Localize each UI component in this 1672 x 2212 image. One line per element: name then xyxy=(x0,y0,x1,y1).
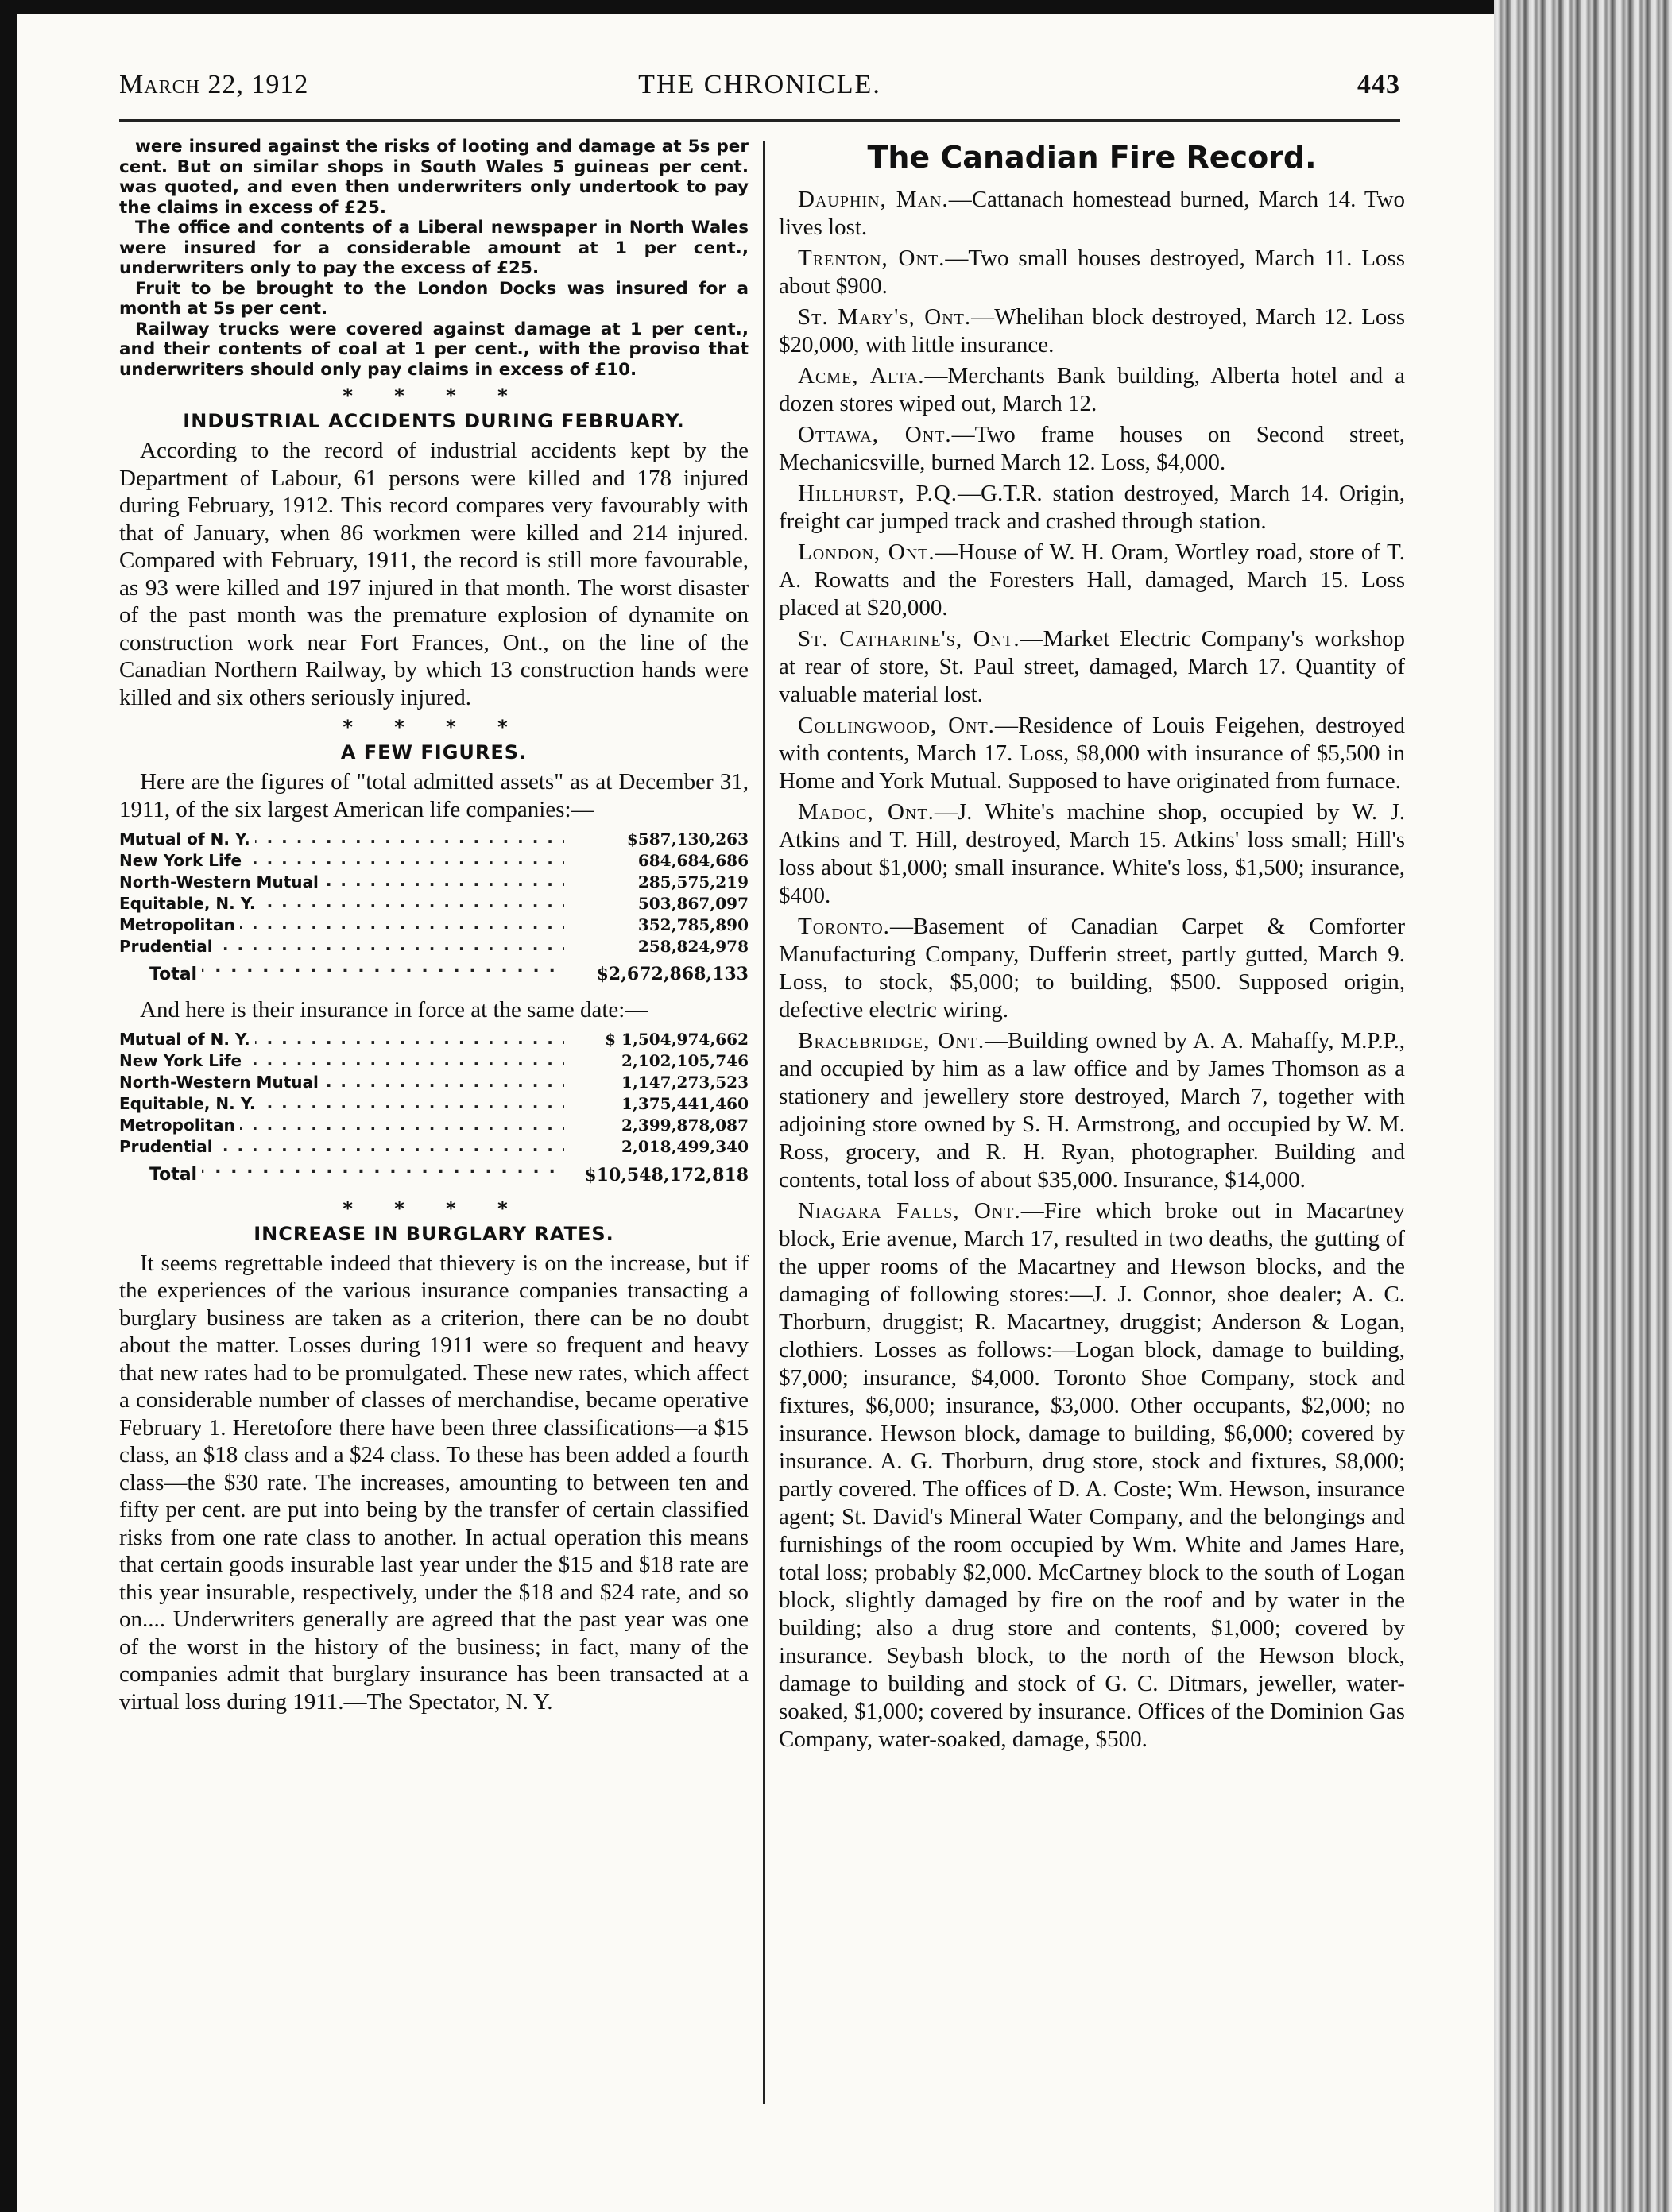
burglary-heading: INCREASE IN BURGLARY RATES. xyxy=(254,1222,614,1245)
company-name: New York Life xyxy=(119,1051,246,1070)
fire-place: St. Mary's, Ont. xyxy=(798,304,972,330)
fire-text: —House of W. H. Oram, Wortley road, store of T. A. Rowatts and the Foresters Hall, damaged, March 15. Loss placed at $20,000. xyxy=(779,539,1405,621)
column-divider xyxy=(763,141,765,2104)
company-name: Metropolitan xyxy=(119,1116,240,1135)
company-value: 258,824,978 xyxy=(637,936,749,956)
fire-entry xyxy=(779,539,1405,622)
table-row xyxy=(119,828,749,849)
total-row xyxy=(119,957,749,992)
section-separator: * * * * xyxy=(343,716,525,738)
section-separator: * * * * xyxy=(343,1197,525,1220)
fire-place: Niagara Falls, Ont. xyxy=(798,1198,1021,1224)
header-date: March 22, 1912 xyxy=(119,70,309,99)
company-value: 503,867,097 xyxy=(637,893,749,913)
company-name: New York Life xyxy=(119,851,246,870)
company-value: 2,018,499,340 xyxy=(621,1137,749,1156)
company-name: Mutual of N. Y. xyxy=(119,830,255,849)
table-row xyxy=(119,914,749,935)
total-row xyxy=(119,1158,749,1193)
right-column xyxy=(779,137,1405,1757)
fire-entry xyxy=(779,625,1405,709)
fire-place: Dauphin, Man. xyxy=(798,187,949,212)
fire-entry xyxy=(779,913,1405,1024)
total-label: Total xyxy=(119,1165,202,1185)
fire-place: Bracebridge, Ont. xyxy=(798,1028,985,1054)
company-name: Prudential xyxy=(119,1137,218,1156)
fire-place: St. Catharine's, Ont. xyxy=(798,626,1020,652)
total-value: $10,548,172,818 xyxy=(584,1164,749,1185)
table-row xyxy=(119,849,749,871)
burglary-text: It seems regrettable indeed that thievery is on the increase, but if the experiences of the various insurance companies transacting a burglary business are taken as a criterion, there can be no doubt about the matter. Losses during 1911 were so frequent and heavy that new rates had to be promulgated. These new rates, which affect a considerable number of classes of merchandise, became operative February 1. Heretofore there have been three classifications—a $15 class, an $18 class and a $24 class. To these has been added a fourth class—the $30 rate. The increases, amounting to between ten and fifty per cent. are put into being by the transfer of certain classified risks from one rate class to another. In actual operation this means that certain goods insurable last year under the $15 and $18 rate are this year insurable, respectively, under the $18 and $24 rate, and so on.... Underwriters generally are agreed that the past year was one of the worst in the history of the business; in fact, many of the companies admit that burglary insurance has been transacted at a virtual loss during 1911.—The Spectator, N. Y. xyxy=(119,1250,749,1715)
lead-paragraph: Fruit to be brought to the London Docks was insured for a month at 5s per cent. xyxy=(119,278,749,319)
fire-entry xyxy=(779,712,1405,795)
lead-paragraph: were insured against the risks of looting and damage at 5s per cent. But on similar shops in South Wales 5 guineas per cent. was quoted, and even then underwriters only undertook to pay the claims in excess of £25. xyxy=(119,137,749,218)
fire-place: London, Ont. xyxy=(798,539,935,565)
insurance-table xyxy=(119,1029,749,1193)
fire-text: —Merchants Bank building, Alberta hotel and a dozen stores wiped out, March 12. xyxy=(779,363,1405,416)
fire-text: —Two frame houses on Second street, Mechanicsville, burned March 12. Loss, $4,000. xyxy=(779,422,1405,475)
company-name: Metropolitan xyxy=(119,915,240,934)
section-separator: * * * * xyxy=(343,385,525,407)
fire-entry xyxy=(779,799,1405,910)
company-value: $ 1,504,974,662 xyxy=(605,1030,749,1049)
fire-entry xyxy=(779,186,1405,242)
company-name: Equitable, N. Y. xyxy=(119,894,261,913)
assets-table xyxy=(119,828,749,992)
company-name: Equitable, N. Y. xyxy=(119,1094,261,1113)
lead-paragraph: The office and contents of a Liberal newspaper in North Wales were insured for a considerable amount at 1 per cent., underwriters only to pay the excess of £25. xyxy=(119,218,749,278)
lead-paragraph: Railway trucks were covered against damage at 1 per cent., and their contents of coal at 1 per cent., with the proviso that underwriters should only pay claims in excess of £10. xyxy=(119,319,749,380)
table-row xyxy=(119,1093,749,1115)
company-name: Prudential xyxy=(119,937,218,956)
accidents-heading: INDUSTRIAL ACCIDENTS DURING FEBRUARY. xyxy=(183,410,685,432)
header-title: THE CHRONICLE. xyxy=(638,70,881,99)
fire-text: —Residence of Louis Feigehen, destroyed with contents, March 17. Loss, $8,000 with insurance of $5,500 in Home and York Mutual. Supposed to have originated from furnace. xyxy=(779,713,1406,794)
company-name: Mutual of N. Y. xyxy=(119,1030,255,1049)
company-name: North-Western Mutual xyxy=(119,1073,323,1092)
fire-text: —Cattanach homestead burned, March 14. Two lives lost. xyxy=(779,187,1406,240)
company-value: $587,130,263 xyxy=(626,829,749,849)
company-value: 684,684,686 xyxy=(637,850,749,870)
fire-entry xyxy=(779,1197,1405,1754)
fire-text: —Two small houses destroyed, March 11. Loss about $900. xyxy=(779,246,1405,299)
fire-entry xyxy=(779,362,1405,418)
table-row xyxy=(119,935,749,957)
table-row xyxy=(119,1072,749,1093)
fire-text: —Market Electric Company's workshop at rear of store, St. Paul street, damaged, March 17. Quantity of valuable material lost. xyxy=(779,626,1405,707)
fire-place: Toronto. xyxy=(798,914,890,939)
page-number: 443 xyxy=(1357,70,1400,99)
fire-place: Collingwood, Ont. xyxy=(798,713,995,738)
fire-record-title: The Canadian Fire Record. xyxy=(867,140,1317,175)
book-binding-edge xyxy=(1494,0,1672,2212)
fire-text: —Whelihan block destroyed, March 12. Loss $20,000, with little insurance. xyxy=(779,304,1405,358)
company-value: 352,785,890 xyxy=(637,915,749,934)
fire-text: —Building owned by A. A. Mahaffy, M.P.P., and occupied by him as a law office and by James Thomson as a stationery and jewellery store destroyed, March 7, together with adjoining store owned by S. H. Armstrong, and occupied by W. M. Ross, grocery, and R. H. Ryan, photographer. Building and contents, total loss of about $35,000. Insurance, $14,000. xyxy=(779,1028,1405,1193)
fire-place: Acme, Alta. xyxy=(798,363,925,389)
company-value: 1,147,273,523 xyxy=(621,1073,749,1092)
accidents-text: According to the record of industrial accidents kept by the Department of Labour, 61 persons were killed and 178 injured during February, 1912. This record compares very favourably with that of January, when 86 workmen were killed and 214 injured. Compared with February, 1911, the record is still more favourable, as 93 were killed and 197 injured in that month. The worst disaster of the past month was the premature explosion of dynamite on construction work near Fort Frances, Ont., on the line of the Canadian Northern Railway, by which 13 construction hands were killed and six others seriously injured. xyxy=(119,438,749,710)
fire-entry xyxy=(779,304,1405,359)
fire-text: —G.T.R. station destroyed, March 14. Origin, freight car jumped track and crashed through station. xyxy=(779,481,1405,534)
header-rule xyxy=(119,119,1400,122)
left-column xyxy=(119,137,749,1715)
fire-entry xyxy=(779,480,1405,536)
table-row xyxy=(119,1115,749,1136)
table-row xyxy=(119,1050,749,1072)
page-header xyxy=(119,70,1400,113)
company-value: 2,102,105,746 xyxy=(621,1051,749,1070)
fire-entry xyxy=(779,1027,1405,1194)
fire-place: Hillhurst, P.Q. xyxy=(798,481,958,506)
table-row xyxy=(119,1136,749,1158)
table-row xyxy=(119,871,749,892)
company-value: 285,575,219 xyxy=(637,872,749,891)
fire-text: —Basement of Canadian Carpet & Comforter Manufacturing Company, Dufferin street, partly gutted, March 9. Loss, to stock, $5,000; to building, $500. Supposed origin, defective electric wiring. xyxy=(779,914,1405,1023)
company-name: North-Western Mutual xyxy=(119,872,323,891)
table-row xyxy=(119,1029,749,1050)
figures-intro-2: And here is their insurance in force at the same date:— xyxy=(140,997,648,1023)
total-value: $2,672,868,133 xyxy=(596,964,749,984)
fire-place: Ottawa, Ont. xyxy=(798,422,952,447)
fire-place: Madoc, Ont. xyxy=(798,799,935,825)
fire-place: Trenton, Ont. xyxy=(798,246,946,271)
fire-text: —Fire which broke out in Macartney block, Erie avenue, March 17, resulted in two deaths, the gutting of the upper rooms of the Macartney and Hewson blocks, and the damaging of following stores:—J. J. Connor, shoe dealer; A. C. Thorburn, druggist; R. Macartney, druggist; Anderson & Logan, clothiers. Losses as follows:—Logan block, damage to building, $7,000; insurance, $4,000. Toronto Shoe Company, stock and fixtures, $6,000; insurance, $3,000. Other occupants, $2,000; no insurance. Hewson block, damage to building, $6,000; covered by insurance. A. G. Thorburn, drug store, stock and fixtures, $8,000; partly covered. The offices of D. A. Coste; Wm. Hewson, insurance agent; St. David's Mineral Water Company, and the belongings and furnishings of the room occupied by Wm. White and James Hare, total loss; probably $2,000. McCartney block to the south of Logan block, slightly damaged by fire on the roof and by water in the building; also a drug store and contents, $1,000; covered by insurance. Seybash block, to the north of the Hewson block, damage to building and stock of G. C. Ditmars, jeweller, water-soaked, $1,000; covered by insurance. Offices of the Dominion Gas Company, water-soaked, damage, $500. xyxy=(779,1198,1406,1752)
figures-heading: A FEW FIGURES. xyxy=(340,741,528,764)
total-label: Total xyxy=(119,965,202,984)
company-value: 2,399,878,087 xyxy=(621,1116,749,1135)
fire-text: —J. White's machine shop, occupied by W. J. Atkins and T. Hill, destroyed, March 15. Atkins' loss small; Hill's loss about $1,000; small insurance. White's loss, $1,500; insurance, $400. xyxy=(779,799,1405,908)
figures-intro: Here are the figures of "total admitted assets" as at December 31, 1911, of the six largest American life companies:— xyxy=(119,769,749,822)
fire-entry xyxy=(779,245,1405,300)
table-row xyxy=(119,892,749,914)
fire-entry xyxy=(779,421,1405,477)
company-value: 1,375,441,460 xyxy=(621,1094,749,1113)
